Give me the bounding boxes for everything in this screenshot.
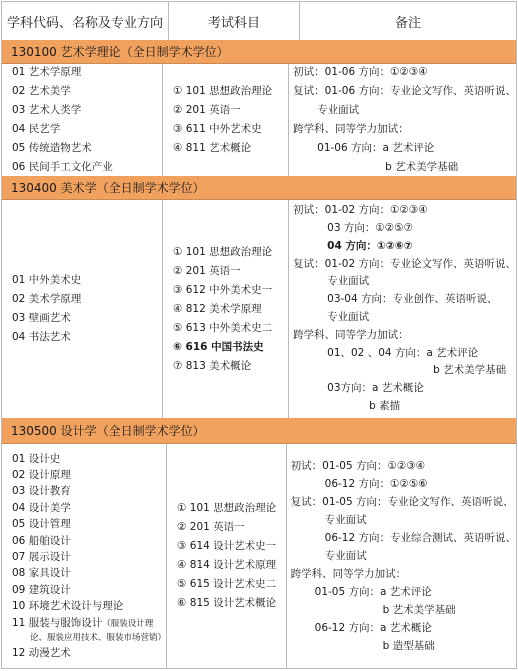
header-directions: 学科代码、名称及专业方向	[2, 2, 169, 40]
note-line: 复试：01-05 方向：专业论文写作、英语听说、	[290, 496, 514, 508]
section-title-design: 130500 设计学（全日制学术学位）	[2, 418, 516, 444]
list-item: ⑥ 815 设计艺术概论	[177, 597, 277, 609]
header-subjects: 考试科目	[169, 2, 300, 40]
admissions-table	[1, 1, 517, 669]
note-line: 初试：01-02 方向：①②③④	[293, 204, 428, 217]
note-line: 专业面试	[324, 514, 367, 526]
list-item: 03 壁画艺术	[12, 312, 71, 324]
list-item: 04 设计美学	[12, 501, 71, 514]
list-item: 01 中外美术史	[12, 274, 82, 286]
list-item	[12, 615, 166, 632]
list-item: ⑤ 615 设计艺术史二	[177, 578, 277, 590]
note-line: 01-06 方向：a 艺术评论	[317, 142, 435, 154]
list-item: ① 101 思想政治理论	[177, 502, 277, 514]
list-item: 09 建筑设计	[12, 583, 71, 596]
note-line: 03-04 方向：专业创作、英语听说、	[327, 293, 498, 306]
list-item: 04 书法艺术	[12, 331, 71, 343]
list-item: ③ 614 设计艺术史一	[177, 540, 277, 552]
list-item: ③ 611 中外艺术史	[172, 123, 262, 135]
note-line: 06-12 方向：①②⑤⑥	[324, 478, 428, 490]
directions-list	[2, 200, 163, 418]
note-line: 复试：01-02 方向：专业论文写作、英语听说、	[293, 257, 516, 270]
list-item: 06 船舶设计	[12, 534, 71, 547]
list-item: ② 201 英语一	[172, 104, 241, 116]
section-design	[2, 444, 516, 668]
table-header	[2, 2, 516, 41]
note-line: 跨学科、同等学力加试：	[290, 568, 407, 580]
note-line: b 艺术美学基础	[433, 364, 507, 377]
note-line: 复试：01-06 方向：专业论文写作、英语听说、	[293, 85, 516, 97]
section-fine-arts	[2, 200, 516, 419]
list-item: 08 家具设计	[12, 567, 71, 580]
note-line: 06-12 方向：专业综合测试、英语听说、	[324, 532, 516, 544]
note-line: 06-12 方向：a 艺术概论	[314, 622, 432, 634]
list-item: 12 动漫艺术	[12, 647, 71, 660]
list-item: 03 艺术人类学	[12, 104, 82, 116]
subjects-list	[167, 444, 287, 668]
list-item: ① 101 思想政治理论	[172, 245, 273, 258]
header-notes: 备注	[394, 15, 421, 31]
list-item: ② 201 英语一	[172, 264, 241, 277]
list-item: 02 美术学原理	[12, 293, 82, 305]
note-line: b 艺术美学基础	[385, 161, 459, 173]
notes-list	[287, 444, 516, 668]
note-line-highlight: 04 方向：①②⑥⑦	[327, 239, 413, 252]
list-item: 04 民艺学	[12, 123, 61, 135]
list-item-note: （服装设计理	[102, 618, 154, 629]
note-line: b 艺术美学基础	[382, 604, 456, 616]
notes-list	[289, 64, 516, 176]
list-item: 05 设计管理	[12, 518, 71, 531]
list-item-note: 论、服装应用技术、服装市场营销）	[30, 633, 167, 644]
list-item: 07 展示设计	[12, 551, 71, 563]
list-item: 02 艺术美学	[12, 85, 71, 97]
note-line: 03 方向：①②⑤⑦	[327, 222, 413, 235]
subjects-list	[163, 64, 289, 176]
list-item: 10 环境艺术设计与理论	[12, 600, 124, 613]
note-line: 专业面试	[317, 104, 360, 116]
note-line: 专业面试	[327, 275, 370, 288]
directions-list	[2, 444, 167, 668]
list-item: ④ 811 艺术概论	[172, 142, 252, 154]
list-item-highlight: ⑥ 616 中国书法史	[172, 340, 264, 353]
subjects-list	[163, 200, 289, 418]
list-item: 06 民间手工文化产业	[12, 161, 113, 173]
note-line: b 素描	[369, 399, 401, 412]
note-line: 跨学科、同等学力加试：	[293, 123, 409, 135]
section-title-fine-arts: 130400 美术学（全日制学术学位）	[2, 176, 516, 200]
note-line: 初试：01-06 方向：①②③④	[293, 66, 428, 78]
list-item: ① 101 思想政治理论	[172, 85, 273, 97]
list-item: ③ 612 中外美术史一	[172, 283, 273, 296]
list-item: 01 艺术学原理	[12, 66, 82, 78]
note-line: 跨学科、同等学力加试：	[293, 328, 409, 341]
section-title-art-theory: 130100 艺术学理论（全日制学术学位）	[2, 40, 516, 64]
note-line: 初试：01-05 方向：①②③④	[290, 460, 426, 472]
list-item: ④ 814 设计艺术原理	[177, 559, 277, 571]
list-item: 05 传统造物艺术	[12, 142, 92, 154]
list-item: ② 201 英语一	[177, 521, 245, 533]
notes-list	[289, 200, 516, 418]
list-item: 02 设计原理	[12, 468, 71, 481]
list-item: 01 设计史	[12, 452, 61, 465]
note-line: 03方向：a 艺术概论	[327, 382, 424, 395]
list-item-label: 11 服装与服饰设计	[12, 616, 103, 629]
list-item: ⑤ 613 中外美术史二	[172, 321, 273, 334]
note-line: 01-05 方向：a 艺术评论	[314, 586, 432, 598]
list-item: 03 设计教育	[12, 485, 71, 498]
note-line: 专业面试	[324, 550, 367, 562]
list-item: ④ 812 美术学原理	[172, 302, 262, 315]
directions-list	[2, 64, 163, 176]
note-line: 01、02 、04 方向：a 艺术评论	[327, 346, 479, 359]
section-art-theory	[2, 64, 516, 177]
note-line: 专业面试	[327, 311, 370, 323]
list-item: ⑦ 813 美术概论	[172, 359, 252, 372]
note-line: b 造型基础	[382, 640, 435, 652]
